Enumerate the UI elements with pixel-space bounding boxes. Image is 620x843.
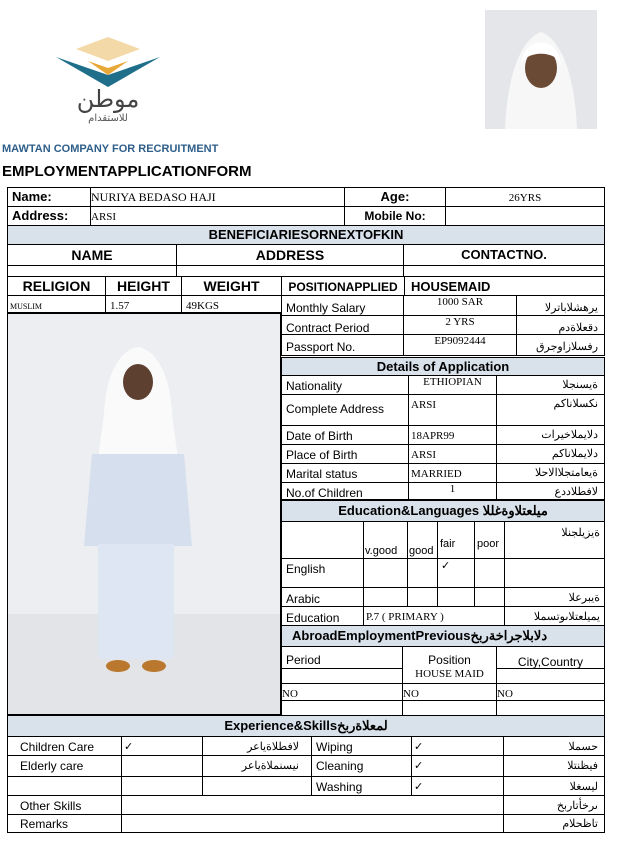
skill-elderly-tick-cell — [121, 755, 203, 777]
name-label-cell — [7, 187, 91, 207]
job-label-2: Passport No. — [286, 340, 356, 354]
job-arabic-2-cell — [516, 334, 605, 356]
other-skills-label-cell — [7, 795, 122, 815]
skill-children-arabic: لافطلاةياعر — [247, 741, 299, 753]
detail-arabic-0: ةيسنجلا — [562, 379, 598, 391]
age-label-cell — [344, 187, 446, 207]
detail-value-0: ETHIOPIAN — [423, 376, 482, 388]
kin-title: BENEFICIARIESORNEXTOFKIN — [208, 227, 404, 242]
kin-name-header-cell — [7, 244, 177, 266]
detail-value-4-cell — [408, 463, 497, 483]
abroad-row-position-value: NO — [403, 688, 419, 700]
abroad-period-header-cell — [281, 646, 403, 669]
name-label: Name: — [12, 189, 52, 204]
age-label: Age: — [380, 189, 410, 204]
abroad-city-blank — [496, 668, 605, 684]
height-header: HEIGHT — [117, 278, 170, 294]
skill-left-blank-tick — [121, 776, 203, 796]
abroad-city-header-cell — [496, 646, 605, 669]
remarks-label-cell — [7, 814, 122, 833]
detail-label-4-cell — [281, 463, 409, 483]
skill-washing-arabic-cell — [503, 776, 605, 796]
detail-label-1-cell — [281, 394, 409, 426]
position-header-cell — [281, 276, 405, 296]
detail-value-1: ARSI — [411, 399, 437, 411]
height-value-cell — [105, 295, 182, 313]
job-rows — [281, 295, 605, 355]
skill-washing-arabic: ليسغلا — [569, 781, 598, 793]
height-value: 1.57 — [110, 300, 130, 312]
detail-arabic-3-cell — [496, 444, 605, 464]
abroad-row-city — [496, 683, 605, 701]
detail-label-5: No.of Children — [286, 486, 363, 500]
edu-col-poor-label: poor — [477, 538, 500, 550]
position-header: POSITIONAPPLIED — [288, 280, 398, 294]
skill-cleaning-arabic: فيظنتلا — [567, 760, 598, 772]
skills-title: Experience&Skills — [224, 718, 338, 733]
skill-wiping-arabic: حسملا — [568, 741, 598, 753]
edu-col-vgood — [363, 521, 408, 559]
skill-elderly-arabic-cell — [202, 755, 312, 777]
abroad-row-period — [281, 683, 403, 701]
job-label-0-cell — [281, 295, 404, 316]
abroad-title-arabic: دلابلاجراخةربخ — [470, 628, 548, 643]
edu-col-fair-label: fair — [440, 538, 456, 550]
logo-arabic-secondary: للاستقدام — [88, 113, 128, 124]
abroad-position-header: Position — [428, 653, 471, 667]
position-value-cell — [404, 276, 605, 296]
job-arabic-1: دقعلاةدم — [558, 322, 598, 334]
kin-address-header: ADDRESS — [255, 247, 325, 263]
other-skills-label: Other Skills — [20, 799, 82, 813]
education-header — [281, 500, 605, 522]
edu-col-good — [407, 521, 438, 559]
english-label: English — [286, 562, 326, 576]
job-label-0: Monthly Salary — [286, 301, 366, 315]
education-label-cell — [281, 606, 364, 626]
edu-header-blank — [281, 521, 364, 559]
skill-washing-tick-cell — [411, 776, 504, 796]
arabic-label-cell — [281, 587, 364, 607]
abroad-empty-period — [281, 700, 403, 716]
abroad-row-position — [402, 683, 497, 701]
skill-cleaning-label: Cleaning — [316, 759, 364, 773]
abroad-row-city-value: NO — [497, 688, 513, 700]
abroad-position-value: HOUSE MAID — [415, 668, 484, 680]
job-value-1-cell — [403, 315, 517, 335]
details-title: Details of Application — [376, 359, 510, 374]
skill-elderly-label: Elderly care — [20, 759, 84, 773]
skill-washing-tick: ✓ — [414, 781, 424, 793]
skill-children-arabic-cell — [202, 736, 312, 756]
education-title-arabic: ميلعتلاوةغللا — [482, 503, 548, 518]
abroad-city-header: City,Country — [517, 655, 584, 669]
abroad-title: AbroadEmploymentPrevious — [292, 628, 471, 643]
skill-cleaning-tick: ✓ — [414, 760, 424, 772]
detail-label-2-cell — [281, 425, 409, 445]
address-label-cell — [7, 206, 91, 226]
english-label-cell — [281, 558, 364, 588]
detail-label-0-cell — [281, 375, 409, 395]
detail-label-4: Marital status — [286, 467, 358, 481]
education-title: Education&Languages — [338, 503, 480, 518]
detail-arabic-4: ةيعامتجلاالاحلا — [534, 467, 598, 479]
job-value-2-cell — [403, 334, 517, 356]
weight-header: WEIGHT — [203, 278, 260, 294]
abroad-empty-city — [496, 700, 605, 716]
job-value-0: 1000 SAR — [436, 296, 484, 308]
detail-value-3-cell — [408, 444, 497, 464]
detail-arabic-2-cell — [496, 425, 605, 445]
job-arabic-0-cell — [516, 295, 605, 316]
detail-value-1-cell — [408, 394, 497, 426]
detail-arabic-5-cell — [496, 482, 605, 500]
address-label: Address: — [12, 208, 69, 223]
skills-header — [7, 715, 605, 737]
job-arabic-0: يرهشلاباترلا — [544, 302, 598, 314]
education-value-cell — [363, 606, 505, 626]
abroad-position-header-cell — [402, 646, 497, 684]
height-header-cell — [105, 276, 182, 296]
arabic-fair — [437, 587, 475, 607]
detail-arabic-2: دلايملاخيرات — [541, 429, 598, 441]
english-good — [407, 558, 438, 588]
religion-header-cell — [7, 276, 106, 296]
arabic-vgood — [363, 587, 408, 607]
arabic-label: Arabic — [286, 592, 321, 606]
arabic-good — [407, 587, 438, 607]
skill-wiping-label-cell — [311, 736, 412, 756]
kin-contact-header-cell — [403, 244, 605, 266]
english-poor — [474, 558, 505, 588]
skill-children-tick: ✓ — [124, 741, 134, 753]
education-value: P.7 ( PRIMARY ) — [366, 611, 444, 623]
religion-value: MUSLIM — [10, 302, 43, 311]
form-title: EMPLOYMENTAPPLICATIONFORM — [2, 163, 252, 180]
edu-arabic-col — [504, 521, 605, 559]
detail-label-3-cell — [281, 444, 409, 464]
skill-wiping-arabic-cell — [503, 736, 605, 756]
detail-arabic-1-cell — [496, 394, 605, 426]
job-value-1: 2 YRS — [445, 316, 475, 328]
edu-col-fair — [437, 521, 475, 559]
job-label-2-cell — [281, 334, 404, 356]
detail-arabic-4-cell — [496, 463, 605, 483]
detail-value-2: 18APR99 — [411, 430, 455, 442]
religion-header: RELIGION — [22, 278, 91, 294]
name-value-cell — [90, 187, 345, 207]
job-label-1-cell — [281, 315, 404, 335]
detail-arabic-5: لافطلاددع — [554, 486, 598, 498]
job-value-2: EP9092444 — [434, 335, 486, 347]
remarks-value-cell — [121, 814, 504, 833]
other-skills-arabic: ىرخأتاربخ — [556, 800, 598, 812]
detail-value-5: 1 — [449, 483, 456, 495]
company-name: MAWTAN COMPANY FOR RECRUITMENT — [2, 143, 219, 155]
skill-children-tick-cell — [121, 736, 203, 756]
skill-wiping-label: Wiping — [316, 740, 353, 754]
abroad-empty-position — [402, 700, 497, 716]
english-fair — [437, 558, 475, 588]
skill-cleaning-tick-cell — [411, 755, 504, 777]
education-arabic: يميلعتلاىوتسملا — [533, 611, 600, 623]
position-value: HOUSEMAID — [411, 279, 491, 294]
skill-children-label-cell — [7, 736, 122, 756]
detail-value-3: ARSI — [411, 449, 437, 461]
kin-contact-header: CONTACTNO. — [461, 247, 547, 262]
detail-value-2-cell — [408, 425, 497, 445]
other-skills-value-cell — [121, 795, 504, 815]
skills-title-arabic: لمعلاةربخ — [337, 718, 388, 733]
age-value: 26YRS — [508, 192, 542, 204]
skill-cleaning-label-cell — [311, 755, 412, 777]
skill-cleaning-arabic-cell — [503, 755, 605, 777]
detail-arabic-1: نكسلاناكم — [553, 398, 598, 410]
religion-value-cell — [7, 295, 106, 313]
weight-value: 49KGS — [186, 300, 220, 312]
arabic-poor — [474, 587, 505, 607]
detail-label-1: Complete Address — [286, 402, 385, 416]
abroad-header — [281, 625, 605, 647]
mobile-label: Mobile No: — [364, 209, 426, 223]
english-fair-tick: ✓ — [441, 560, 451, 572]
kin-address-header-cell — [176, 244, 404, 266]
skill-left-blank-label — [7, 776, 122, 796]
arabic-arabic-cell — [504, 587, 605, 607]
edu-col-vgood-label: v.good — [365, 545, 398, 557]
detail-label-5-cell — [281, 482, 409, 500]
company-logo — [50, 35, 165, 125]
skill-wiping-tick-cell — [411, 736, 504, 756]
remarks-arabic-cell — [503, 814, 605, 833]
kin-header — [7, 225, 605, 245]
edu-col-good-label: good — [409, 545, 434, 557]
abroad-row-period-value: NO — [282, 688, 298, 700]
skill-children-label: Children Care — [20, 740, 95, 754]
weight-value-cell — [181, 295, 282, 313]
abroad-period-blank — [281, 668, 403, 684]
detail-label-3: Place of Birth — [286, 448, 358, 462]
detail-value-0-cell — [408, 375, 497, 395]
skill-wiping-tick: ✓ — [414, 741, 424, 753]
details-rows — [281, 375, 605, 500]
mobile-label-cell — [344, 206, 446, 226]
english-arabic-cell — [504, 558, 605, 588]
english-vgood — [363, 558, 408, 588]
logo-arabic-primary: موطن — [76, 85, 140, 113]
job-arabic-1-cell — [516, 315, 605, 335]
abroad-period-header: Period — [286, 653, 321, 667]
english-arabic: ةيزيلجنلا — [561, 527, 600, 539]
age-value-cell — [445, 187, 605, 207]
skill-elderly-label-cell — [7, 755, 122, 777]
education-arabic-cell — [504, 606, 605, 626]
detail-arabic-3: دلايملاناكم — [551, 448, 598, 460]
skill-left-blank-arabic — [202, 776, 312, 796]
remarks-label: Remarks — [20, 817, 69, 831]
name-value: NURIYA BEDASO HAJI — [91, 190, 216, 204]
weight-header-cell — [181, 276, 282, 296]
detail-label-2: Date of Birth — [286, 429, 353, 443]
mobile-value-cell — [445, 206, 605, 226]
detail-arabic-0-cell — [496, 375, 605, 395]
address-value: ARSI — [91, 211, 117, 223]
applicant-full-photo — [7, 313, 281, 715]
job-label-1: Contract Period — [286, 321, 370, 335]
kin-name-header: NAME — [71, 247, 113, 263]
detail-label-0: Nationality — [286, 379, 343, 393]
edu-col-poor — [474, 521, 505, 559]
remarks-arabic: تاظحلام — [562, 818, 598, 830]
arabic-arabic: ةيبرعلا — [568, 592, 600, 604]
applicant-portrait — [485, 10, 597, 129]
job-value-0-cell — [403, 295, 517, 316]
skill-washing-label-cell — [311, 776, 412, 796]
job-arabic-2: رفسلازاوجرق — [535, 341, 598, 353]
education-label: Education — [286, 611, 340, 625]
detail-value-5-cell — [408, 482, 497, 500]
skill-washing-label: Washing — [316, 780, 363, 794]
detail-value-4: MARRIED — [411, 468, 462, 480]
details-header — [281, 357, 605, 376]
skill-elderly-arabic: نيسنملاةياعر — [241, 760, 299, 772]
address-value-cell — [90, 206, 345, 226]
other-skills-arabic-cell — [503, 795, 605, 815]
